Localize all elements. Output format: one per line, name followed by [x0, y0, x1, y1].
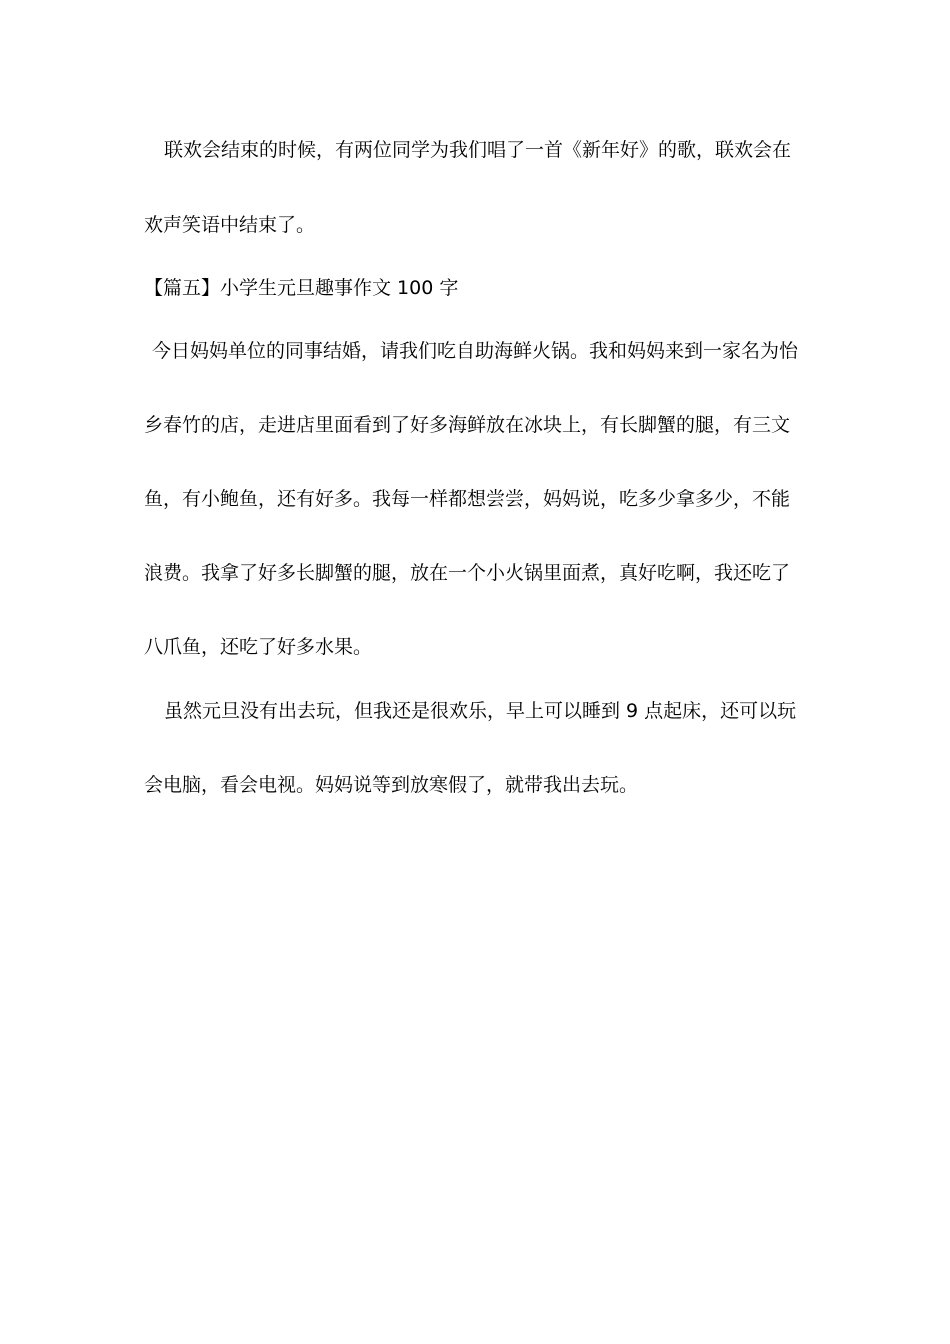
section-heading: 【篇五】小学生元旦趣事作文 100 字 — [144, 277, 459, 299]
paragraph-line: 乡春竹的店，走进店里面看到了好多海鲜放在冰块上，有长脚蟹的腿，有三文 — [144, 414, 791, 436]
paragraph-line: 鱼，有小鲍鱼，还有好多。我每一样都想尝尝，妈妈说，吃多少拿多少，不能 — [144, 488, 791, 510]
paragraph-line: 联欢会结束的时候，有两位同学为我们唱了一首《新年好》的歌，联欢会在 — [164, 139, 792, 161]
paragraph-line: 八爪鱼，还吃了好多水果。 — [144, 636, 373, 658]
paragraph-line: 会电脑，看会电视。妈妈说等到放寒假了，就带我出去玩。 — [144, 774, 639, 796]
paragraph-line: 浪费。我拿了好多长脚蟹的腿，放在一个小火锅里面煮，真好吃啊，我还吃了 — [144, 562, 791, 584]
paragraph-line: 今日妈妈单位的同事结婚，请我们吃自助海鲜火锅。我和妈妈来到一家名为怡 — [152, 340, 799, 362]
paragraph-line: 虽然元旦没有出去玩，但我还是很欢乐，早上可以睡到 9 点起床，还可以玩 — [164, 700, 797, 722]
paragraph-line: 欢声笑语中结束了。 — [144, 214, 316, 236]
